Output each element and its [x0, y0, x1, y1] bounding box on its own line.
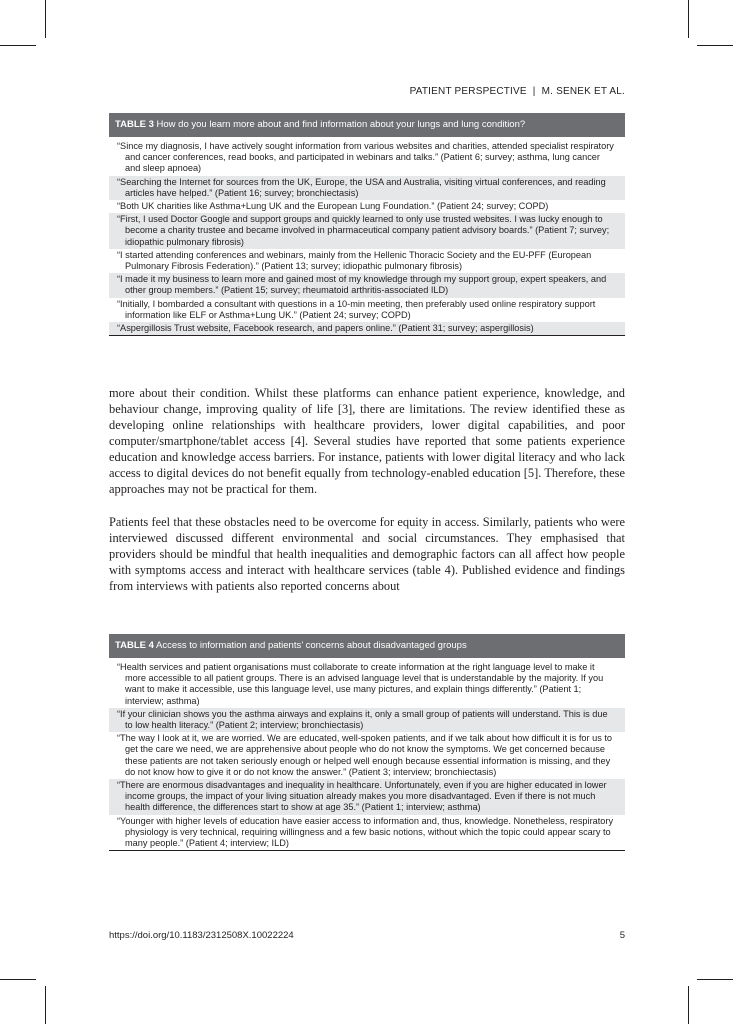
table-row: “Younger with higher levels of education have easier access to information and, thus, knowledge. Nonetheless, respiratory physiology is very technical, requiring willingness and a few basic notions, without which the topic could appear scary to many people.” (Patient 4; interview; ILD) — [109, 815, 625, 851]
running-head — [410, 86, 625, 97]
body-paragraph-1: more about their condition. Whilst these platforms can enhance patient experience, knowledge, and behaviour change, improving quality of life [3], there are limitations. The review identified these as developing online relationships with healthcare providers, lower digital capabilities, and poor computer/smartphone/tablet access [4]. Several studies have reported that some patients experience education and knowledge access barriers. For instance, patients with lower digital literacy and who lack access to digital devices do not benefit equally from technology-enabled education [5]. Therefore, these approaches may not be practical for them. — [109, 386, 625, 496]
running-head-separator: | — [532, 86, 536, 97]
crop-mark-top-right-h — [697, 45, 733, 46]
running-head-authors: M. SENEK ET AL. — [541, 86, 625, 97]
footer-page-number: 5 — [619, 930, 625, 941]
table-row: “Searching the Internet for sources from the UK, Europe, the USA and Australia, visiting virtual conferences, and reading articles have helped.” (Patient 16; survey; bronchiectasis) — [109, 176, 625, 200]
crop-mark-bottom-left — [45, 986, 46, 1024]
table-row: “First, I used Doctor Google and support groups and quickly learned to only use trusted websites. I was lucky enough to become a charity trustee and became involved in pharmaceutical company patient advisory boards.” (Patient 7; survey; idiopathic pulmonary fibrosis) — [109, 213, 625, 249]
table-3 — [109, 113, 625, 336]
table-4-caption — [109, 634, 625, 658]
table-4-body — [109, 658, 625, 851]
table-3-label: TABLE 3 — [115, 119, 154, 130]
running-head-section: PATIENT PERSPECTIVE — [409, 86, 527, 97]
table-row: “If your clinician shows you the asthma airways and explains it, only a small group of patients will understand. This is due to low health literacy.” (Patient 2; interview; bronchiectasis) — [109, 708, 625, 732]
crop-mark-top-left — [45, 0, 46, 38]
table-4 — [109, 634, 625, 851]
table-row: “Both UK charities like Asthma+Lung UK and the European Lung Foundation.” (Patient 24; survey; COPD) — [109, 200, 625, 213]
table-row: “Initially, I bombarded a consultant with questions in a 10-min meeting, then preferably used online respiratory support information like ELF or Asthma+Lung UK.” (Patient 24; survey; COPD) — [109, 298, 625, 322]
table-4-label: TABLE 4 — [115, 640, 154, 651]
table-row: “The way I look at it, we are worried. We are educated, well-spoken patients, and if we talk about how difficult it is for us to get the care we need, we are apprehensive about people who do not know the symptoms. We get concerned because these patients are not taken seriously enough or helped well enough because essential information is missing, and they do not know how to give it or do not know the answer.” (Patient 3; interview; bronchiectasis) — [109, 732, 625, 779]
table-row: “I started attending conferences and webinars, mainly from the Hellenic Thoracic Society and the EU-PFF (European Pulmonary Fibrosis Federation).” (Patient 13; survey; idiopathic pulmonary fibrosis) — [109, 249, 625, 273]
table-row: “There are enormous disadvantages and inequality in healthcare. Unfortunately, even if you are higher educated in lower income groups, the impact of your living situation already makes you more disadvantaged. Even if there is not much health difference, the differences start to show at age 35.” (Patient 1; interview; asthma) — [109, 779, 625, 815]
body-text-block — [109, 385, 625, 497]
body-text-block-2 — [109, 514, 625, 594]
table-row: “I made it my business to learn more and gained most of my knowledge through my support group, expert speakers, and other group members.” (Patient 15; survey; rheumatoid arthritis-associated ILD) — [109, 273, 625, 297]
table-row: “Aspergillosis Trust website, Facebook research, and papers online.” (Patient 31; survey; aspergillosis) — [109, 322, 625, 335]
table-3-body — [109, 137, 625, 336]
table-3-caption-text: How do you learn more about and find information about your lungs and lung condition? — [156, 119, 526, 130]
crop-mark-bottom-right — [688, 986, 689, 1024]
table-row: “Since my diagnosis, I have actively sought information from various websites and charities, attended specialist respiratory and cancer conferences, read books, and participated in webinars and talks.” (Patient 6; survey; asthma, lung cancer and sleep apnoea) — [109, 140, 625, 176]
table-3-caption — [109, 113, 625, 137]
table-row: “Health services and patient organisations must collaborate to create information at the right language level to make it more accessible to all patient groups. There is an advised language level that is understandable by the majority. If you want to make it accessible, use this language level, use many pictures, and explain things differently.” (Patient 1; interview; asthma) — [109, 661, 625, 708]
crop-mark-bottom-left-h — [0, 979, 36, 980]
crop-mark-top-left-h — [0, 45, 36, 46]
body-paragraph-2: Patients feel that these obstacles need to be overcome for equity in access. Similarly, patients who were interviewed discussed different environmental and social circumstances. They emphasised that providers should be mindful that health inequalities and demographic factors can all affect how people with symptoms access and interact with healthcare services (table 4). Published evidence and findings from interviews with patients also reported concerns about — [109, 515, 625, 593]
table-4-caption-text: Access to information and patients’ concerns about disadvantaged groups — [156, 640, 467, 651]
footer-doi-link[interactable]: https://doi.org/10.1183/2312508X.10022224 — [109, 930, 294, 941]
crop-mark-top-right — [688, 0, 689, 38]
crop-mark-bottom-right-h — [697, 979, 733, 980]
